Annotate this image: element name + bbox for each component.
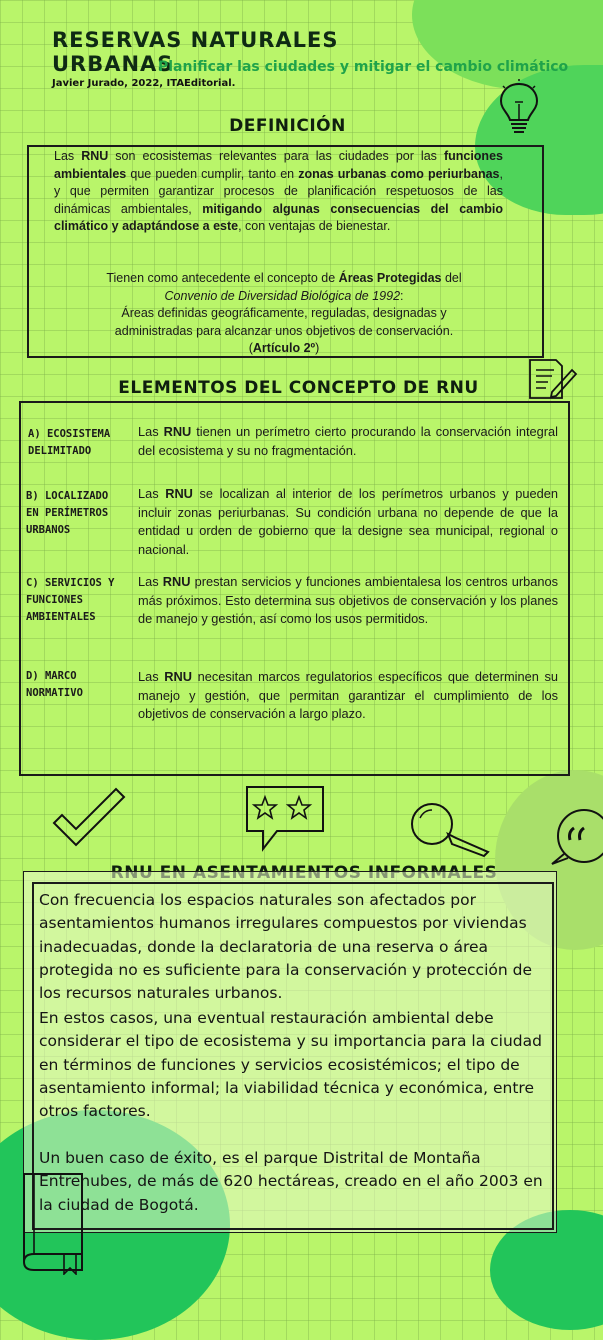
checkmark-icon xyxy=(50,785,130,849)
definicion-paragraph: Las RNU son ecosistemas relevantes para las ciudades por las funciones ambientales que pueden cumplir, tanto en zonas urbanas como periurbanas, y que permiten garantizar procesos de planificación respetuosos de las dinámicas ambientales, mitigando algunas consecuencias del cambio climático y adaptándose a este, con ventajas de bienestar. xyxy=(54,149,503,233)
author-credit: Javier Jurado, 2022, ITAEditorial. xyxy=(52,78,236,89)
magnifier-icon xyxy=(406,800,494,858)
definicion-antecedente: Tienen como antecedente el concepto de Áreas Protegidas del Convenio de Diversidad Biológica de 1992: Áreas definidas geográficamente, reguladas, designadas y administradas para alcanzar unos objetivos de conservación. (Artículo 2º) xyxy=(106,271,462,355)
page-title: RESERVAS NATURALES URBANAS xyxy=(52,28,339,76)
element-label-b: B) LOCALIZADO EN PERÍMETROS URBANOS xyxy=(26,490,109,536)
element-text-c: Las RNU prestan servicios y funciones ambientalesa los centros urbanos más próximos. Esto determina sus objetivos de conservación y los planes de manejo y gestión, así como los usos permitidos. xyxy=(138,574,558,626)
element-label-d: D) MARCO NORMATIVO xyxy=(26,670,83,699)
informales-paragraph-2: En estos casos, una eventual restauración ambiental debe considerar el tipo de ecosistema y su importancia para la ciudad en términos de funciones y servicios ecosistémicos; el tipo de asentamiento informal; la viabilidad técnica y económica, entre otros factores. xyxy=(39,1009,542,1121)
informales-paragraph-1: Con frecuencia los espacios naturales son afectados por asentamientos humanos irregulares compuestos por viviendas inadecuadas, donde la declaratoria de una reserva o área protegida no es suficiente para la conservación y protección de los recursos naturales urbanos. xyxy=(39,891,532,1003)
star-rating-icon xyxy=(243,783,327,855)
element-label-a: A) ECOSISTEMA DELIMITADO xyxy=(28,428,111,457)
definicion-heading: DEFINICIÓN xyxy=(229,116,346,136)
page-subtitle: Planificar las ciudades y mitigar el cambio climático xyxy=(158,59,569,75)
quote-bubble-icon xyxy=(548,808,603,868)
element-text-b: Las RNU se localizan al interior de los perímetros urbanos y pueden incluir zonas periurbanas. Su condición urbana no depende de que la entidad u orden de gobierno que la designe sea municipal, regional o nacional. xyxy=(138,486,558,557)
informales-paragraph-3: Un buen caso de éxito, es el parque Distrital de Montaña Entrenubes, de más de 620 hectáreas, creado en el año 2003 en la ciudad de Bogotá. xyxy=(39,1149,543,1214)
element-text-a: Las RNU tienen un perímetro cierto procurando la conservación integral del ecosistema y su no fragmentación. xyxy=(138,424,558,458)
elementos-heading: ELEMENTOS DEL CONCEPTO DE RNU xyxy=(118,378,479,398)
element-text-d: Las RNU necesitan marcos regulatorios específicos que determinen su manejo y gestión, que permitan garantizar el cumplimiento de los objetivos de conservación a largo plazo. xyxy=(138,669,558,721)
element-label-c: C) SERVICIOS Y FUNCIONES AMBIENTALES xyxy=(26,577,115,623)
book-icon xyxy=(18,1170,98,1275)
